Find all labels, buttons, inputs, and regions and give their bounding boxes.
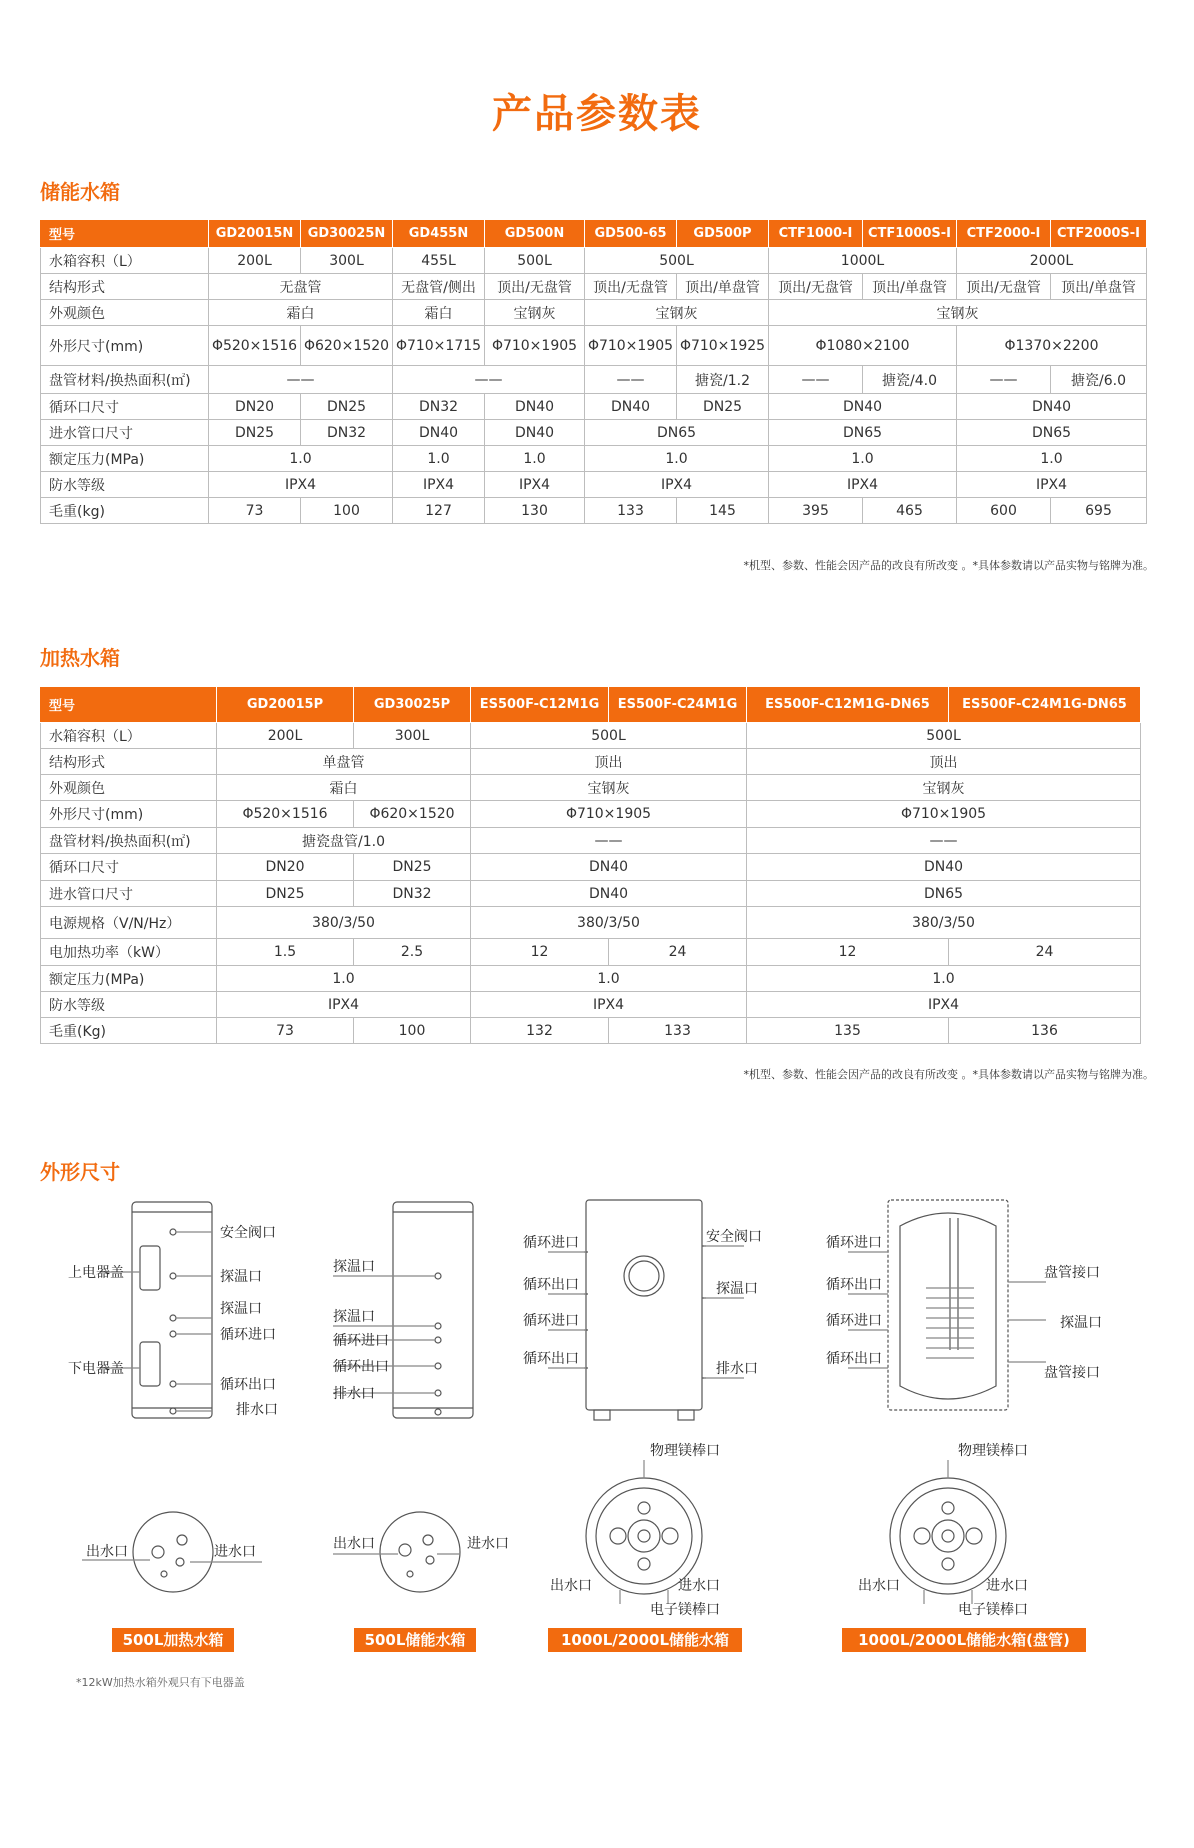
table-row xyxy=(41,394,1147,420)
header-cell: ES500F-C24M1G-DN65 xyxy=(949,687,1141,723)
header-cell: CTF1000-I xyxy=(769,220,863,248)
row-label: 结构形式 xyxy=(41,274,209,300)
row-label: 盘管材料/换热面积(㎡) xyxy=(41,366,209,394)
row-label: 结构形式 xyxy=(41,749,217,775)
table-cell: Φ710×1925 xyxy=(677,326,769,366)
table-cell: Φ1080×2100 xyxy=(769,326,957,366)
table-cell: 搪瓷/4.0 xyxy=(863,366,957,394)
table-cell: DN25 xyxy=(209,420,301,446)
row-label: 防水等级 xyxy=(41,472,209,498)
table-cell: 100 xyxy=(301,498,393,524)
table-cell: 1.0 xyxy=(957,446,1147,472)
table-cell: DN65 xyxy=(585,420,769,446)
table-cell: DN40 xyxy=(585,394,677,420)
table-cell: 搪瓷/6.0 xyxy=(1051,366,1147,394)
row-label: 外观颜色 xyxy=(41,775,217,801)
table-cell: 霜白 xyxy=(393,300,485,326)
table-cell: 133 xyxy=(609,1018,747,1044)
header-cell: CTF2000-I xyxy=(957,220,1051,248)
table-row xyxy=(41,723,1141,749)
label-probe: 探温口 xyxy=(333,1259,375,1275)
table-cell: IPX4 xyxy=(485,472,585,498)
table-cell: IPX4 xyxy=(769,472,957,498)
label-lower-cover: 下电器盖 xyxy=(68,1361,124,1377)
label-mg-rod: 物理镁棒口 xyxy=(650,1443,720,1459)
table-cell: 500L xyxy=(585,248,769,274)
header-cell: GD500-65 xyxy=(585,220,677,248)
table-cell: DN40 xyxy=(957,394,1147,420)
table-cell: 455L xyxy=(393,248,485,274)
table-cell: 500L xyxy=(485,248,585,274)
label-circ-out: 循环出口 xyxy=(826,1277,882,1293)
table-cell: 300L xyxy=(301,248,393,274)
table-cell: —— xyxy=(585,366,677,394)
table-cell: 2000L xyxy=(957,248,1147,274)
header-cell: ES500F-C12M1G xyxy=(471,687,609,723)
label-probe: 探温口 xyxy=(333,1309,375,1325)
section-title-dimensions: 外形尺寸 xyxy=(40,1160,120,1184)
large-storage-tank-drawing xyxy=(548,1200,744,1604)
table-cell: DN25 xyxy=(217,881,354,907)
table-cell: 1.0 xyxy=(217,966,471,992)
table-cell: 1.5 xyxy=(217,939,354,966)
row-label: 外形尺寸(mm) xyxy=(41,801,217,828)
label-drain: 排水口 xyxy=(333,1386,375,1402)
table-cell: IPX4 xyxy=(747,992,1141,1018)
table-cell: 宝钢灰 xyxy=(471,775,747,801)
label-drain: 排水口 xyxy=(716,1361,758,1377)
label-circ-out: 循环出口 xyxy=(523,1277,579,1293)
large-coil-tank-drawing xyxy=(848,1200,1046,1604)
label-inlet: 进水口 xyxy=(678,1578,720,1594)
table-cell: 127 xyxy=(393,498,485,524)
table-row xyxy=(41,801,1141,828)
dimension-footnote: *12kW加热水箱外观只有下电器盖 xyxy=(76,1676,245,1689)
header-cell: CTF1000S-I xyxy=(863,220,957,248)
label-circ-in: 循环进口 xyxy=(826,1313,882,1329)
table-row xyxy=(41,446,1147,472)
label-probe: 探温口 xyxy=(716,1281,758,1297)
table-cell: DN20 xyxy=(217,854,354,881)
header-cell: GD500N xyxy=(485,220,585,248)
table-row xyxy=(41,248,1147,274)
row-label: 电源规格（V/N/Hz） xyxy=(41,907,217,939)
table-row xyxy=(41,966,1141,992)
table-cell: 霜白 xyxy=(209,300,393,326)
table-cell: DN65 xyxy=(769,420,957,446)
header-cell: GD20015P xyxy=(217,687,354,723)
label-circ-out: 循环出口 xyxy=(220,1377,276,1393)
label-safety-valve: 安全阀口 xyxy=(220,1225,276,1241)
table-header-row xyxy=(41,687,1141,723)
table-row xyxy=(41,881,1141,907)
table-cell: 宝钢灰 xyxy=(747,775,1141,801)
table-cell: DN25 xyxy=(677,394,769,420)
table-row xyxy=(41,992,1141,1018)
table-cell: 顶出/单盘管 xyxy=(1051,274,1147,300)
table-cell: 搪瓷盘管/1.0 xyxy=(217,828,471,854)
header-cell: GD30025N xyxy=(301,220,393,248)
table-cell: Φ710×1905 xyxy=(585,326,677,366)
row-label: 外观颜色 xyxy=(41,300,209,326)
table-cell: DN20 xyxy=(209,394,301,420)
table-row xyxy=(41,274,1147,300)
table-cell: DN40 xyxy=(393,420,485,446)
table-cell: DN32 xyxy=(354,881,471,907)
table-cell: DN32 xyxy=(301,420,393,446)
caption-large-storage: 1000L/2000L储能水箱 xyxy=(548,1628,742,1652)
header-cell: 型号 xyxy=(41,220,209,248)
table-cell: 500L xyxy=(747,723,1141,749)
table-cell: 136 xyxy=(949,1018,1141,1044)
table-row xyxy=(41,366,1147,394)
table-cell: DN40 xyxy=(485,420,585,446)
table-cell: Φ710×1905 xyxy=(471,801,747,828)
caption-500l-storage: 500L储能水箱 xyxy=(354,1628,476,1652)
table-row xyxy=(41,749,1141,775)
label-probe: 探温口 xyxy=(1060,1315,1102,1331)
label-outlet: 出水口 xyxy=(858,1578,900,1594)
row-label: 盘管材料/换热面积(㎡) xyxy=(41,828,217,854)
table-cell: 无盘管 xyxy=(209,274,393,300)
table-cell: 12 xyxy=(747,939,949,966)
row-label: 防水等级 xyxy=(41,992,217,1018)
table-cell: DN40 xyxy=(485,394,585,420)
row-label: 毛重(Kg) xyxy=(41,1018,217,1044)
table-cell: 465 xyxy=(863,498,957,524)
table-cell: —— xyxy=(747,828,1141,854)
table-cell: 顶出/无盘管 xyxy=(485,274,585,300)
table-cell: IPX4 xyxy=(471,992,747,1018)
label-drain: 排水口 xyxy=(236,1402,278,1418)
table-cell: 单盘管 xyxy=(217,749,471,775)
table-cell: 无盘管/侧出 xyxy=(393,274,485,300)
label-inlet: 进水口 xyxy=(214,1544,256,1560)
table-cell: 395 xyxy=(769,498,863,524)
header-cell: GD30025P xyxy=(354,687,471,723)
label-outlet: 出水口 xyxy=(86,1544,128,1560)
table-cell: 1.0 xyxy=(393,446,485,472)
table-cell: DN40 xyxy=(747,854,1141,881)
heating-spec-table xyxy=(40,686,1141,1044)
table-cell: 1.0 xyxy=(585,446,769,472)
table-cell: 380/3/50 xyxy=(747,907,1141,939)
table-cell: —— xyxy=(769,366,863,394)
page-title: 产品参数表 xyxy=(492,91,702,137)
row-label: 循环口尺寸 xyxy=(41,394,209,420)
table-cell: IPX4 xyxy=(217,992,471,1018)
table-row xyxy=(41,420,1147,446)
table-cell: Φ620×1520 xyxy=(354,801,471,828)
header-cell: GD455N xyxy=(393,220,485,248)
table-cell: 73 xyxy=(217,1018,354,1044)
table-cell: DN25 xyxy=(354,854,471,881)
table-cell: 宝钢灰 xyxy=(485,300,585,326)
table-cell: Φ520×1516 xyxy=(217,801,354,828)
table-cell: 2.5 xyxy=(354,939,471,966)
heating-note: *机型、参数、性能会因产品的改良有所改变 。*具体参数请以产品实物与铭牌为准。 xyxy=(743,1068,1154,1081)
table-cell: 24 xyxy=(609,939,747,966)
table-header-row xyxy=(41,220,1147,248)
table-cell: IPX4 xyxy=(209,472,393,498)
table-cell: 100 xyxy=(354,1018,471,1044)
table-cell: Φ710×1715 xyxy=(393,326,485,366)
table-cell: 200L xyxy=(217,723,354,749)
table-cell: 1.0 xyxy=(209,446,393,472)
table-cell: DN65 xyxy=(957,420,1147,446)
label-inlet: 进水口 xyxy=(986,1578,1028,1594)
table-cell: 1.0 xyxy=(747,966,1141,992)
label-circ-out: 循环出口 xyxy=(826,1351,882,1367)
table-cell: DN40 xyxy=(471,854,747,881)
table-cell: —— xyxy=(209,366,393,394)
table-cell: 380/3/50 xyxy=(217,907,471,939)
header-cell: GD20015N xyxy=(209,220,301,248)
table-cell: 顶出/无盘管 xyxy=(585,274,677,300)
row-label: 进水管口尺寸 xyxy=(41,881,217,907)
table-cell: 1.0 xyxy=(485,446,585,472)
header-cell: CTF2000S-I xyxy=(1051,220,1147,248)
table-cell: 300L xyxy=(354,723,471,749)
label-circ-out: 循环出口 xyxy=(523,1351,579,1367)
table-cell: 200L xyxy=(209,248,301,274)
label-mg-rod: 物理镁棒口 xyxy=(958,1443,1028,1459)
table-cell: 宝钢灰 xyxy=(585,300,769,326)
label-safety-valve: 安全阀口 xyxy=(706,1229,762,1245)
row-label: 毛重(kg) xyxy=(41,498,209,524)
row-label: 额定压力(MPa) xyxy=(41,966,217,992)
table-cell: 霜白 xyxy=(217,775,471,801)
label-outlet: 出水口 xyxy=(333,1536,375,1552)
label-circ-in: 循环进口 xyxy=(523,1313,579,1329)
section-title-heating: 加热水箱 xyxy=(40,646,120,670)
table-cell: —— xyxy=(957,366,1051,394)
table-cell: 130 xyxy=(485,498,585,524)
table-cell: 380/3/50 xyxy=(471,907,747,939)
caption-large-coil-storage: 1000L/2000L储能水箱(盘管) xyxy=(842,1628,1086,1652)
table-cell: 145 xyxy=(677,498,769,524)
table-row xyxy=(41,854,1141,881)
table-cell: 顶出/无盘管 xyxy=(957,274,1051,300)
label-circ-out: 循环出口 xyxy=(333,1359,389,1375)
table-cell: 顶出/单盘管 xyxy=(677,274,769,300)
row-label: 外形尺寸(mm) xyxy=(41,326,209,366)
table-cell: DN25 xyxy=(301,394,393,420)
table-cell: Φ710×1905 xyxy=(747,801,1141,828)
label-e-mg-rod: 电子镁棒口 xyxy=(650,1602,720,1618)
table-cell: 顶出 xyxy=(471,749,747,775)
table-cell: 133 xyxy=(585,498,677,524)
label-upper-cover: 上电器盖 xyxy=(68,1265,124,1281)
row-label: 电加热功率（kW） xyxy=(41,939,217,966)
table-row xyxy=(41,472,1147,498)
table-cell: IPX4 xyxy=(957,472,1147,498)
table-cell: DN40 xyxy=(471,881,747,907)
header-cell: 型号 xyxy=(41,687,217,723)
row-label: 额定压力(MPa) xyxy=(41,446,209,472)
table-cell: 695 xyxy=(1051,498,1147,524)
label-inlet: 进水口 xyxy=(467,1536,509,1552)
table-row xyxy=(41,498,1147,524)
table-row xyxy=(41,775,1141,801)
table-cell: IPX4 xyxy=(585,472,769,498)
table-cell: 73 xyxy=(209,498,301,524)
header-cell: ES500F-C24M1G xyxy=(609,687,747,723)
row-label: 水箱容积（L） xyxy=(41,248,209,274)
table-cell: 132 xyxy=(471,1018,609,1044)
header-cell: ES500F-C12M1G-DN65 xyxy=(747,687,949,723)
table-cell: 135 xyxy=(747,1018,949,1044)
table-row xyxy=(41,300,1147,326)
table-cell: Φ1370×2200 xyxy=(957,326,1147,366)
table-row xyxy=(41,907,1141,939)
table-cell: DN40 xyxy=(769,394,957,420)
label-circ-in: 循环进口 xyxy=(333,1333,389,1349)
table-cell: 搪瓷/1.2 xyxy=(677,366,769,394)
label-e-mg-rod: 电子镁棒口 xyxy=(958,1602,1028,1618)
table-row xyxy=(41,939,1141,966)
table-cell: 顶出/无盘管 xyxy=(769,274,863,300)
table-cell: Φ710×1905 xyxy=(485,326,585,366)
table-cell: 1.0 xyxy=(769,446,957,472)
label-outlet: 出水口 xyxy=(550,1578,592,1594)
table-row xyxy=(41,828,1141,854)
label-coil-port: 盘管接口 xyxy=(1044,1265,1100,1281)
table-row xyxy=(41,326,1147,366)
heating-tank-drawing xyxy=(82,1202,262,1592)
table-cell: 600 xyxy=(957,498,1051,524)
label-circ-in: 循环进口 xyxy=(220,1327,276,1343)
table-cell: DN32 xyxy=(393,394,485,420)
row-label: 进水管口尺寸 xyxy=(41,420,209,446)
table-cell: 宝钢灰 xyxy=(769,300,1147,326)
table-cell: —— xyxy=(393,366,585,394)
row-label: 水箱容积（L） xyxy=(41,723,217,749)
label-coil-port: 盘管接口 xyxy=(1044,1365,1100,1381)
storage-spec-table xyxy=(40,219,1147,524)
table-cell: 24 xyxy=(949,939,1141,966)
table-cell: 1000L xyxy=(769,248,957,274)
table-cell: IPX4 xyxy=(393,472,485,498)
table-cell: 1.0 xyxy=(471,966,747,992)
table-cell: 12 xyxy=(471,939,609,966)
row-label: 循环口尺寸 xyxy=(41,854,217,881)
table-cell: DN65 xyxy=(747,881,1141,907)
storage-note: *机型、参数、性能会因产品的改良有所改变 。*具体参数请以产品实物与铭牌为准。 xyxy=(743,559,1154,572)
caption-500l-heating: 500L加热水箱 xyxy=(112,1628,234,1652)
table-cell: 顶出/单盘管 xyxy=(863,274,957,300)
table-cell: Φ520×1516 xyxy=(209,326,301,366)
table-cell: 顶出 xyxy=(747,749,1141,775)
label-probe: 探温口 xyxy=(220,1269,262,1285)
table-row xyxy=(41,1018,1141,1044)
table-cell: Φ620×1520 xyxy=(301,326,393,366)
label-circ-in: 循环进口 xyxy=(523,1235,579,1251)
label-probe: 探温口 xyxy=(220,1301,262,1317)
header-cell: GD500P xyxy=(677,220,769,248)
table-cell: —— xyxy=(471,828,747,854)
table-cell: 500L xyxy=(471,723,747,749)
label-circ-in: 循环进口 xyxy=(826,1235,882,1251)
section-title-storage: 储能水箱 xyxy=(40,180,120,204)
